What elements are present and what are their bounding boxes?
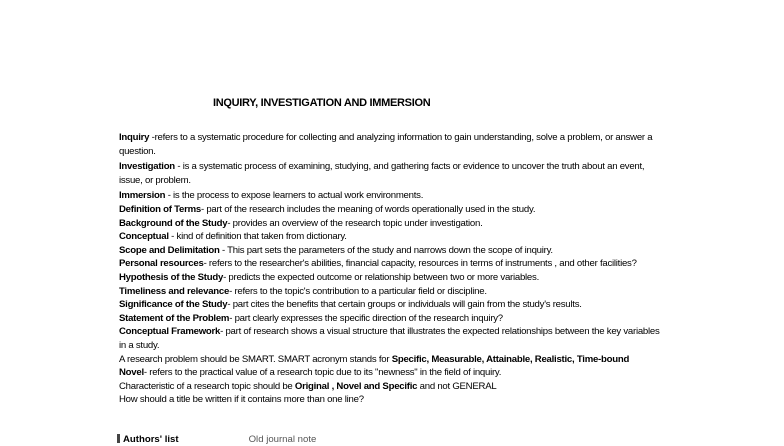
term-label: Novel (119, 367, 144, 379)
term-label: Significance of the Study (119, 299, 228, 311)
definition-scope-and-delimitation (119, 244, 664, 258)
term-definition: - is a systematic process of examining, studying, and gathering facts or evidence to uncover the truth about an event, issue, or problem. (119, 161, 645, 186)
term-definition: - predicts the expected outcome or relationship between two or more variables. (223, 271, 539, 283)
document-title: INQUIRY, INVESTIGATION AND IMMERSION (213, 97, 431, 109)
term-definition: - provides an overview of the research topic under investigation. (227, 217, 483, 229)
term-definition: - This part sets the parameters of the study and narrows down the scope of inquiry. (222, 244, 553, 256)
term-label: Personal resources (119, 258, 204, 270)
term-definition: - is the process to expose learners to actual work environments. (167, 190, 424, 202)
characteristic-suffix: and not GENERAL (417, 380, 497, 392)
term-definition: - kind of definition that taken from dictionary. (171, 231, 347, 243)
term-label: Background of the Study (119, 217, 228, 229)
definition-definition-of-terms (119, 203, 664, 217)
term-label: Conceptual Framework (119, 326, 221, 338)
partial-right-text: Old journal note (248, 434, 317, 445)
definition-inquiry (119, 131, 664, 158)
definition-statement-of-the-problem (119, 312, 664, 326)
term-label: Immersion (119, 190, 168, 202)
document-body (119, 131, 664, 407)
definition-background-of-the-study (119, 217, 664, 231)
term-definition: - part clearly expresses the specific direction of the research inquiry? (229, 312, 503, 324)
term-definition: - refers to the topic's contribution to a particular field or discipline. (229, 285, 487, 297)
definition-conceptual-framework (119, 325, 664, 352)
term-label: Conceptual (119, 231, 172, 243)
bullet-mark-icon (117, 434, 120, 443)
term-label: Investigation (119, 161, 178, 173)
definition-conceptual (119, 230, 664, 244)
smart-terms: Specific, Measurable, Attainable, Realistic, Time-bound (391, 353, 630, 365)
term-definition: - refers to the researcher's abilities, financial capacity, resources in terms of instruments , and other facilities? (203, 258, 637, 270)
characteristic-statement (119, 380, 664, 394)
term-label: Scope and Delimitation (119, 244, 222, 256)
definition-investigation (119, 160, 664, 187)
characteristic-prefix: Characteristic of a research topic should be (119, 380, 295, 392)
definition-timeliness-and-relevance (119, 285, 664, 299)
title-question: How should a title be written if it contains more than one line? (119, 394, 364, 406)
term-label: Inquiry (119, 132, 152, 143)
term-definition: -refers to a systematic procedure for collecting and analyzing information to gain understanding, solve a problem, or answer a question. (119, 132, 653, 157)
term-label: Definition of Terms (119, 203, 201, 215)
term-label: Statement of the Problem (119, 312, 230, 324)
term-definition: - part cites the benefits that certain groups or individuals will gain from the study's results. (227, 299, 582, 311)
partial-cut-line (117, 433, 316, 446)
term-definition: - refers to the practical value of a research topic due to its "newness" in the field of inquiry. (143, 367, 502, 379)
definition-hypothesis-of-the-study (119, 271, 664, 285)
partial-left-text: Authors' list (123, 434, 179, 445)
term-label: Timeliness and relevance (119, 285, 230, 297)
term-definition: - part of the research includes the meaning of words operationally used in the study. (200, 203, 536, 215)
smart-prefix: A research problem should be SMART. SMART acronym stands for (119, 353, 392, 365)
term-label: Hypothesis of the Study (119, 271, 224, 283)
term-definition: - part of research shows a visual structure that illustrates the expected relationships between the key variables in a study. (119, 326, 660, 351)
characteristic-terms: Original , Novel and Specific (294, 380, 418, 392)
definition-novel (119, 366, 664, 380)
definition-immersion (119, 189, 664, 203)
smart-statement (119, 353, 664, 367)
definition-significance-of-the-study (119, 298, 664, 312)
definition-personal-resources (119, 257, 664, 271)
